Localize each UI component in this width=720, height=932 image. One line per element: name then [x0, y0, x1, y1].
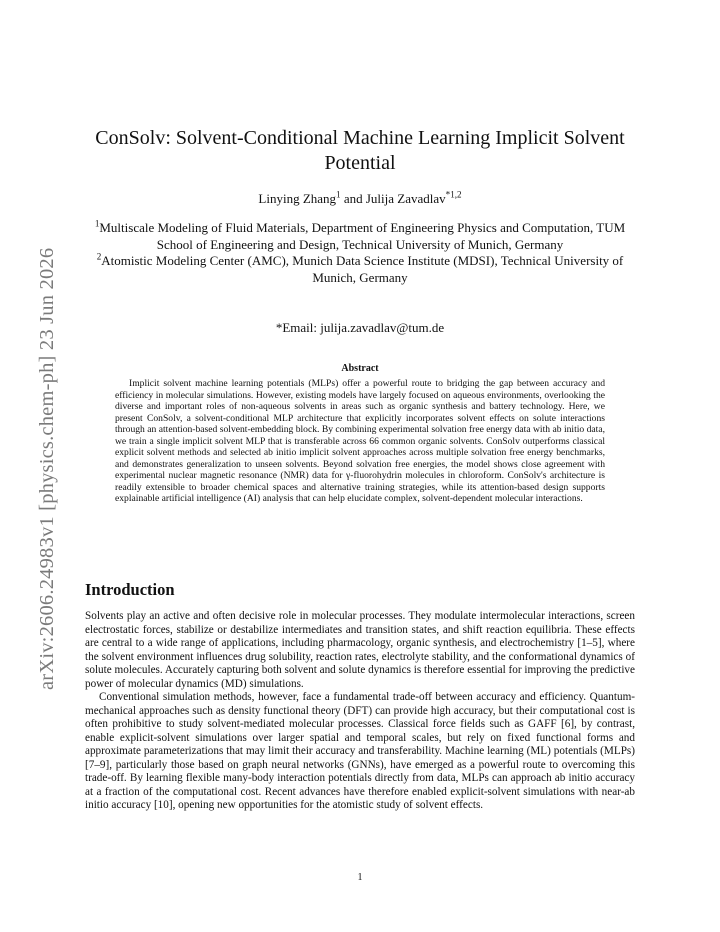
paper-title: ConSolv: Solvent-Conditional Machine Learning Implicit Solvent Potential — [95, 127, 625, 174]
author-name: Julija Zavadlav — [365, 191, 446, 206]
abstract-body: Implicit solvent machine learning potentials (MLPs) offer a powerful route to bridging the gap between accuracy and efficiency in molecular simulations. However, existing models have largely focused on aqueous environments, overlooking the diverse and important roles of non-aqueous solvents in areas such as organic synthesis and battery technology. Here, we present ConSolv, a solvent-conditional MLP architecture that explicitly incorporates solvent effects on solute interactions through an attention-based solvent-embedding block. By combining experimental solvation free energy data with ab initio data, we train a single implicit solvent MLP that is transferable across 66 common organic solvents. ConSolv outperforms classical explicit solvent methods and selected ab initio implicit solvent approaches across multiple solvation free energy benchmarks, and demonstrates generalization to unseen solvents. Beyond solvation free energies, the model shows close agreement with experimental nuclear magnetic resonance (NMR) data for γ-fluorohydrin molecules in chloroform. ConSolv's architecture is readily extensible to broader chemical spaces and alternative training strategies, while its attention-based design supports explainable artificial intelligence (AI) analysis that can help elucidate complex, solvent-dependent molecular interactions. — [115, 378, 605, 504]
author-list — [80, 190, 640, 208]
section-heading-introduction: Introduction — [85, 580, 175, 599]
affiliation-marker: 2 — [96, 251, 102, 262]
affiliation-marker: 1 — [94, 218, 100, 229]
affiliation-text: Multiscale Modeling of Fluid Materials, Department of Engineering Physics and Computation, TUM School of Engineering and Design, Technical University of Munich, Germany — [99, 220, 626, 252]
affiliations — [88, 220, 632, 286]
page-number: 1 — [357, 872, 363, 883]
paragraph: Solvents play an active and often decisive role in molecular processes. They modulate intermolecular interactions, screen electrostatic forces, stabilize or destabilize intermediates and transition states, and shift reaction equilibria. These effects are central to a wide range of applications, including pharmacology, organic synthesis, and electrochemistry [1–5], where the solvent environment influences drug solubility, reaction rates, electrolyte stability, and the conformational dynamics of solute molecules. Accurately capturing both solvent and solute dynamics is therefore essential for improving the predictive power of molecular dynamics (MD) simulations. — [85, 610, 635, 690]
affiliation-text: Atomistic Modeling Center (AMC), Munich Data Science Institute (MDSI), Technical University of Munich, Germany — [101, 253, 624, 285]
paragraph: Conventional simulation methods, however, face a fundamental trade-off between accuracy and efficiency. Quantum-mechanical approaches such as density functional theory (DFT) can provide high accuracy, but their computational cost is often prohibitive to study solvent-mediated molecular processes. Classical force fields such as GAFF [6], by contrast, enable explicit-solvent simulations over larger spatial and temporal scales, but rely on fixed functional forms and approximate parameterizations that may limit their accuracy and transferability. Machine learning (ML) potentials (MLPs) [7–9], particularly those based on graph neural networks (GNNs), have emerged as a powerful route to overcoming this trade-off. By learning flexible many-body interaction potentials directly from data, MLPs can approach ab initio accuracy at a fraction of the computational cost. Recent advances have therefore enabled explicit-solvent simulations with near-ab initio accuracy [10], opening new opportunities for the atomistic study of solvent effects. — [85, 691, 635, 811]
arxiv-identifier-stamp: arXiv:2606.24983v1 [physics.chem-ph] 23 Jun 2026 — [36, 247, 58, 690]
corresponding-email: *Email: julija.zavadlav@tum.de — [275, 320, 445, 335]
affiliation — [88, 253, 632, 286]
author-affiliation-marker: *1,2 — [445, 189, 462, 200]
author-name: Linying Zhang — [258, 191, 337, 206]
introduction-body — [85, 610, 635, 813]
author-conjunction: and — [340, 191, 366, 206]
affiliation — [88, 220, 632, 253]
author-affiliation-marker: 1 — [336, 189, 341, 200]
abstract-heading: Abstract — [341, 363, 379, 374]
